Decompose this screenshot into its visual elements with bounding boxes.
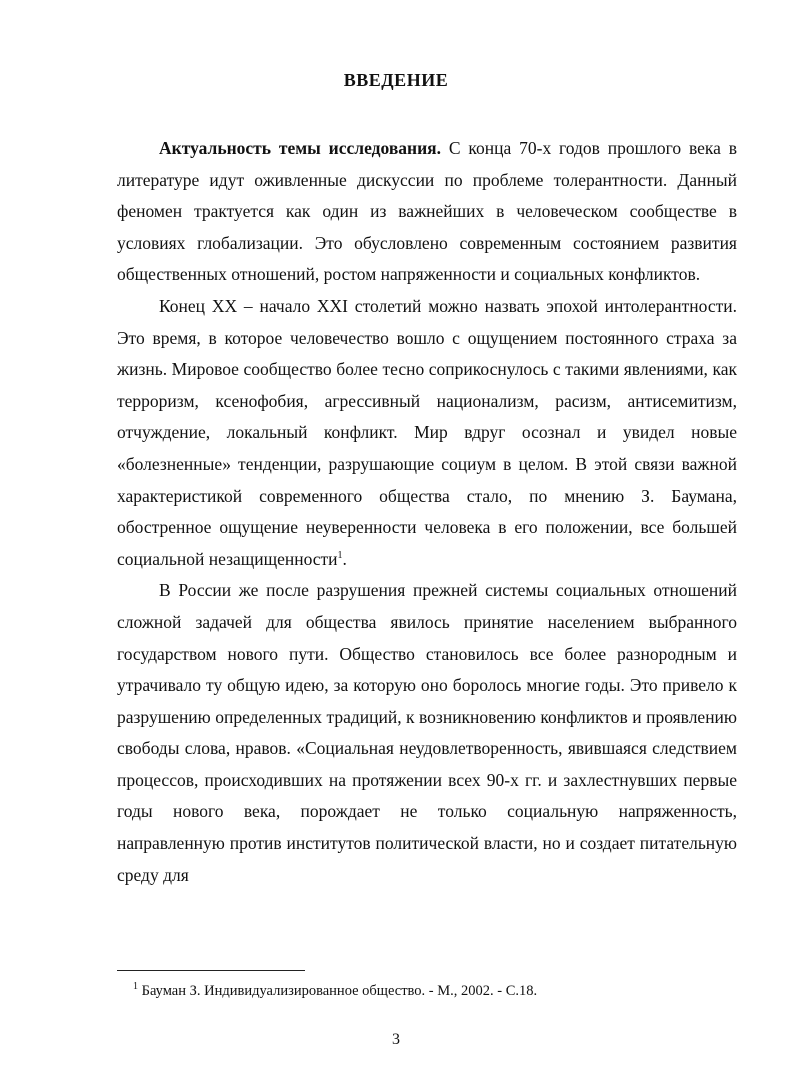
paragraph-3 (117, 575, 737, 891)
body-text (117, 133, 737, 891)
page-title: ВВЕДЕНИЕ (343, 70, 449, 90)
paragraph-lead: Актуальность темы исследования. (159, 138, 442, 158)
page-number: 3 (392, 1031, 400, 1048)
paragraph-text: В России же после разрушения прежней системы социальных отношений сложной задачей для общества явилось принятие населением выбранного государством нового пути. Общество становилось все более разнородным и утрачивало ту общую идею, за которую оно боролось многие годы. Это привело к разрушению определенных традиций, к возникновению конфликтов и проявлению свободы слова, нравов. «Социальная неудовлетворенность, явившаяся следствием процессов, происходивших на протяжении всех 90-х гг. и захлестнувших первые годы нового века, порождает не только социальную напряженность, направленную против институтов политической власти, но и создает питательную среду для (117, 580, 737, 885)
footnote-text: Бауман З. Индивидуализированное общество. - М., 2002. - С.18. (138, 983, 538, 999)
paragraph-text: С конца 70-х годов прошлого века в литературе идут оживленные дискуссии по проблеме толерантности. Данный феномен трактуется как один из важнейших в человеческом сообществе в условиях глобализации. Это обусловлено современным состоянием развития общественных отношений, ростом напряженности и социальных конфликтов. (117, 138, 738, 285)
paragraph-2 (117, 291, 737, 575)
paragraph-1 (117, 133, 737, 291)
footnote-reference: 1 (337, 549, 343, 561)
footnote-number: 1 (133, 981, 138, 993)
footnote-divider (117, 970, 305, 971)
paragraph-text: Конец XX – начало XXI столетий можно назвать эпохой интолерантности. Это время, в которое человечество вошло с ощущением постоянного страха за жизнь. Мировое сообщество более тесно соприкоснулось с такими явлениями, как терроризм, ксенофобия, агрессивный национализм, расизм, антисемитизм, отчуждение, локальный конфликт. Мир вдруг осознал и увидел новые «болезненные» тенденции, разрушающие социум в целом. В этой связи важной характеристикой современного общества стало, по мнению З. Баумана, обостренное ощущение неуверенности человека в его положении, все большей социальной незащищенности (117, 295, 737, 569)
footnote (133, 983, 733, 1000)
paragraph-text-end: . (342, 548, 347, 569)
